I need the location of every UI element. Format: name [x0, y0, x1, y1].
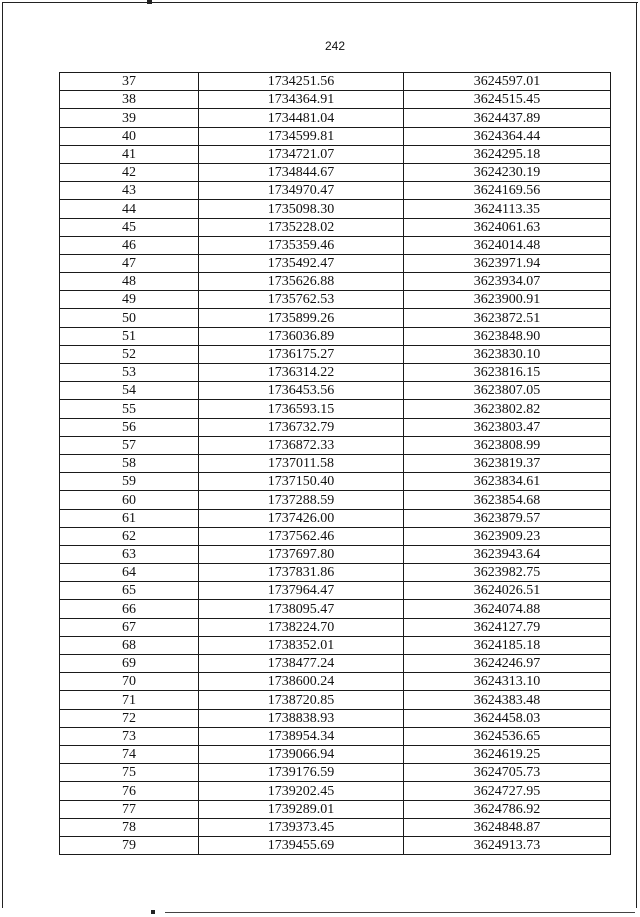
point-number-cell: 68	[60, 636, 199, 654]
table-row	[60, 673, 611, 691]
x-coordinate-cell: 1737964.47	[199, 582, 404, 600]
table-row	[60, 309, 611, 327]
x-coordinate-cell: 1734251.56	[199, 73, 404, 91]
y-coordinate-cell: 3624597.01	[404, 73, 611, 91]
x-coordinate-cell: 1739066.94	[199, 745, 404, 763]
table-row	[60, 163, 611, 181]
x-coordinate-cell: 1736036.89	[199, 327, 404, 345]
x-coordinate-cell: 1734599.81	[199, 127, 404, 145]
table-row	[60, 345, 611, 363]
point-number-cell: 70	[60, 673, 199, 691]
x-coordinate-cell: 1734970.47	[199, 182, 404, 200]
y-coordinate-cell: 3624074.88	[404, 600, 611, 618]
x-coordinate-cell: 1739289.01	[199, 800, 404, 818]
x-coordinate-cell: 1738477.24	[199, 655, 404, 673]
y-coordinate-cell: 3624185.18	[404, 636, 611, 654]
x-coordinate-cell: 1736314.22	[199, 364, 404, 382]
y-coordinate-cell: 3624113.35	[404, 200, 611, 218]
y-coordinate-cell: 3624127.79	[404, 618, 611, 636]
coordinates-table-body	[60, 73, 611, 855]
point-number-cell: 52	[60, 345, 199, 363]
y-coordinate-cell: 3624458.03	[404, 709, 611, 727]
x-coordinate-cell: 1739176.59	[199, 764, 404, 782]
point-number-cell: 51	[60, 327, 199, 345]
table-row	[60, 764, 611, 782]
y-coordinate-cell: 3624848.87	[404, 818, 611, 836]
table-row	[60, 436, 611, 454]
y-coordinate-cell: 3623803.47	[404, 418, 611, 436]
scan-speck-mark	[147, 0, 152, 4]
x-coordinate-cell: 1736732.79	[199, 418, 404, 436]
y-coordinate-cell: 3623900.91	[404, 291, 611, 309]
y-coordinate-cell: 3623802.82	[404, 400, 611, 418]
table-row	[60, 91, 611, 109]
point-number-cell: 53	[60, 364, 199, 382]
point-number-cell: 43	[60, 182, 199, 200]
y-coordinate-cell: 3623934.07	[404, 273, 611, 291]
point-number-cell: 74	[60, 745, 199, 763]
point-number-cell: 58	[60, 454, 199, 472]
page-border-top	[2, 2, 638, 3]
page-number: 242	[324, 39, 346, 53]
table-row	[60, 509, 611, 527]
table-row	[60, 364, 611, 382]
point-number-cell: 45	[60, 218, 199, 236]
table-row	[60, 582, 611, 600]
point-number-cell: 38	[60, 91, 199, 109]
table-row	[60, 491, 611, 509]
y-coordinate-cell: 3623819.37	[404, 454, 611, 472]
y-coordinate-cell: 3624313.10	[404, 673, 611, 691]
table-row	[60, 400, 611, 418]
point-number-cell: 48	[60, 273, 199, 291]
page-border-bottom	[165, 912, 635, 913]
x-coordinate-cell: 1737697.80	[199, 545, 404, 563]
y-coordinate-cell: 3624786.92	[404, 800, 611, 818]
point-number-cell: 37	[60, 73, 199, 91]
page-border-right	[636, 2, 637, 908]
table-row	[60, 564, 611, 582]
table-row	[60, 636, 611, 654]
table-row	[60, 200, 611, 218]
point-number-cell: 64	[60, 564, 199, 582]
coordinates-table	[59, 72, 611, 855]
y-coordinate-cell: 3623807.05	[404, 382, 611, 400]
x-coordinate-cell: 1737562.46	[199, 527, 404, 545]
point-number-cell: 42	[60, 163, 199, 181]
x-coordinate-cell: 1734481.04	[199, 109, 404, 127]
x-coordinate-cell: 1735228.02	[199, 218, 404, 236]
point-number-cell: 50	[60, 309, 199, 327]
x-coordinate-cell: 1735492.47	[199, 254, 404, 272]
point-number-cell: 66	[60, 600, 199, 618]
table-row	[60, 218, 611, 236]
x-coordinate-cell: 1738095.47	[199, 600, 404, 618]
table-row	[60, 745, 611, 763]
x-coordinate-cell: 1736593.15	[199, 400, 404, 418]
y-coordinate-cell: 3623971.94	[404, 254, 611, 272]
y-coordinate-cell: 3624536.65	[404, 727, 611, 745]
table-row	[60, 818, 611, 836]
x-coordinate-cell: 1738720.85	[199, 691, 404, 709]
x-coordinate-cell: 1734844.67	[199, 163, 404, 181]
table-row	[60, 655, 611, 673]
y-coordinate-cell: 3624169.56	[404, 182, 611, 200]
y-coordinate-cell: 3623808.99	[404, 436, 611, 454]
y-coordinate-cell: 3623834.61	[404, 473, 611, 491]
y-coordinate-cell: 3624913.73	[404, 836, 611, 854]
x-coordinate-cell: 1737426.00	[199, 509, 404, 527]
x-coordinate-cell: 1737011.58	[199, 454, 404, 472]
table-row	[60, 836, 611, 854]
x-coordinate-cell: 1734364.91	[199, 91, 404, 109]
table-row	[60, 800, 611, 818]
point-number-cell: 44	[60, 200, 199, 218]
x-coordinate-cell: 1735899.26	[199, 309, 404, 327]
point-number-cell: 55	[60, 400, 199, 418]
point-number-cell: 77	[60, 800, 199, 818]
y-coordinate-cell: 3624515.45	[404, 91, 611, 109]
point-number-cell: 40	[60, 127, 199, 145]
x-coordinate-cell: 1735359.46	[199, 236, 404, 254]
table-row	[60, 145, 611, 163]
point-number-cell: 47	[60, 254, 199, 272]
point-number-cell: 49	[60, 291, 199, 309]
y-coordinate-cell: 3623830.10	[404, 345, 611, 363]
y-coordinate-cell: 3623909.23	[404, 527, 611, 545]
x-coordinate-cell: 1738352.01	[199, 636, 404, 654]
y-coordinate-cell: 3624295.18	[404, 145, 611, 163]
point-number-cell: 65	[60, 582, 199, 600]
table-row	[60, 73, 611, 91]
x-coordinate-cell: 1738954.34	[199, 727, 404, 745]
x-coordinate-cell: 1737288.59	[199, 491, 404, 509]
x-coordinate-cell: 1739455.69	[199, 836, 404, 854]
x-coordinate-cell: 1734721.07	[199, 145, 404, 163]
table-row	[60, 709, 611, 727]
point-number-cell: 60	[60, 491, 199, 509]
point-number-cell: 62	[60, 527, 199, 545]
point-number-cell: 76	[60, 782, 199, 800]
table-row	[60, 727, 611, 745]
x-coordinate-cell: 1737150.40	[199, 473, 404, 491]
table-row	[60, 473, 611, 491]
point-number-cell: 54	[60, 382, 199, 400]
y-coordinate-cell: 3623982.75	[404, 564, 611, 582]
y-coordinate-cell: 3624014.48	[404, 236, 611, 254]
x-coordinate-cell: 1735762.53	[199, 291, 404, 309]
point-number-cell: 71	[60, 691, 199, 709]
y-coordinate-cell: 3624437.89	[404, 109, 611, 127]
table-row	[60, 109, 611, 127]
table-row	[60, 600, 611, 618]
y-coordinate-cell: 3623848.90	[404, 327, 611, 345]
x-coordinate-cell: 1738600.24	[199, 673, 404, 691]
y-coordinate-cell: 3623879.57	[404, 509, 611, 527]
table-row	[60, 454, 611, 472]
y-coordinate-cell: 3623816.15	[404, 364, 611, 382]
point-number-cell: 73	[60, 727, 199, 745]
x-coordinate-cell: 1736453.56	[199, 382, 404, 400]
table-row	[60, 273, 611, 291]
point-number-cell: 75	[60, 764, 199, 782]
page-border-left	[2, 2, 3, 908]
point-number-cell: 79	[60, 836, 199, 854]
x-coordinate-cell: 1735626.88	[199, 273, 404, 291]
x-coordinate-cell: 1736175.27	[199, 345, 404, 363]
table-row	[60, 236, 611, 254]
point-number-cell: 57	[60, 436, 199, 454]
table-row	[60, 254, 611, 272]
table-row	[60, 327, 611, 345]
x-coordinate-cell: 1737831.86	[199, 564, 404, 582]
x-coordinate-cell: 1739373.45	[199, 818, 404, 836]
point-number-cell: 78	[60, 818, 199, 836]
x-coordinate-cell: 1738224.70	[199, 618, 404, 636]
table-row	[60, 691, 611, 709]
y-coordinate-cell: 3623854.68	[404, 491, 611, 509]
y-coordinate-cell: 3624246.97	[404, 655, 611, 673]
y-coordinate-cell: 3624705.73	[404, 764, 611, 782]
y-coordinate-cell: 3624026.51	[404, 582, 611, 600]
point-number-cell: 67	[60, 618, 199, 636]
table-row	[60, 182, 611, 200]
point-number-cell: 69	[60, 655, 199, 673]
point-number-cell: 72	[60, 709, 199, 727]
y-coordinate-cell: 3624727.95	[404, 782, 611, 800]
x-coordinate-cell: 1739202.45	[199, 782, 404, 800]
x-coordinate-cell: 1735098.30	[199, 200, 404, 218]
y-coordinate-cell: 3624230.19	[404, 163, 611, 181]
table-row	[60, 291, 611, 309]
table-row	[60, 782, 611, 800]
table-row	[60, 527, 611, 545]
y-coordinate-cell: 3624061.63	[404, 218, 611, 236]
table-row	[60, 127, 611, 145]
y-coordinate-cell: 3624364.44	[404, 127, 611, 145]
y-coordinate-cell: 3623872.51	[404, 309, 611, 327]
point-number-cell: 39	[60, 109, 199, 127]
scan-speck-mark	[151, 910, 155, 914]
point-number-cell: 56	[60, 418, 199, 436]
point-number-cell: 59	[60, 473, 199, 491]
table-row	[60, 382, 611, 400]
point-number-cell: 46	[60, 236, 199, 254]
point-number-cell: 41	[60, 145, 199, 163]
x-coordinate-cell: 1736872.33	[199, 436, 404, 454]
point-number-cell: 61	[60, 509, 199, 527]
y-coordinate-cell: 3623943.64	[404, 545, 611, 563]
table-row	[60, 545, 611, 563]
point-number-cell: 63	[60, 545, 199, 563]
table-row	[60, 618, 611, 636]
table-row	[60, 418, 611, 436]
y-coordinate-cell: 3624619.25	[404, 745, 611, 763]
y-coordinate-cell: 3624383.48	[404, 691, 611, 709]
x-coordinate-cell: 1738838.93	[199, 709, 404, 727]
